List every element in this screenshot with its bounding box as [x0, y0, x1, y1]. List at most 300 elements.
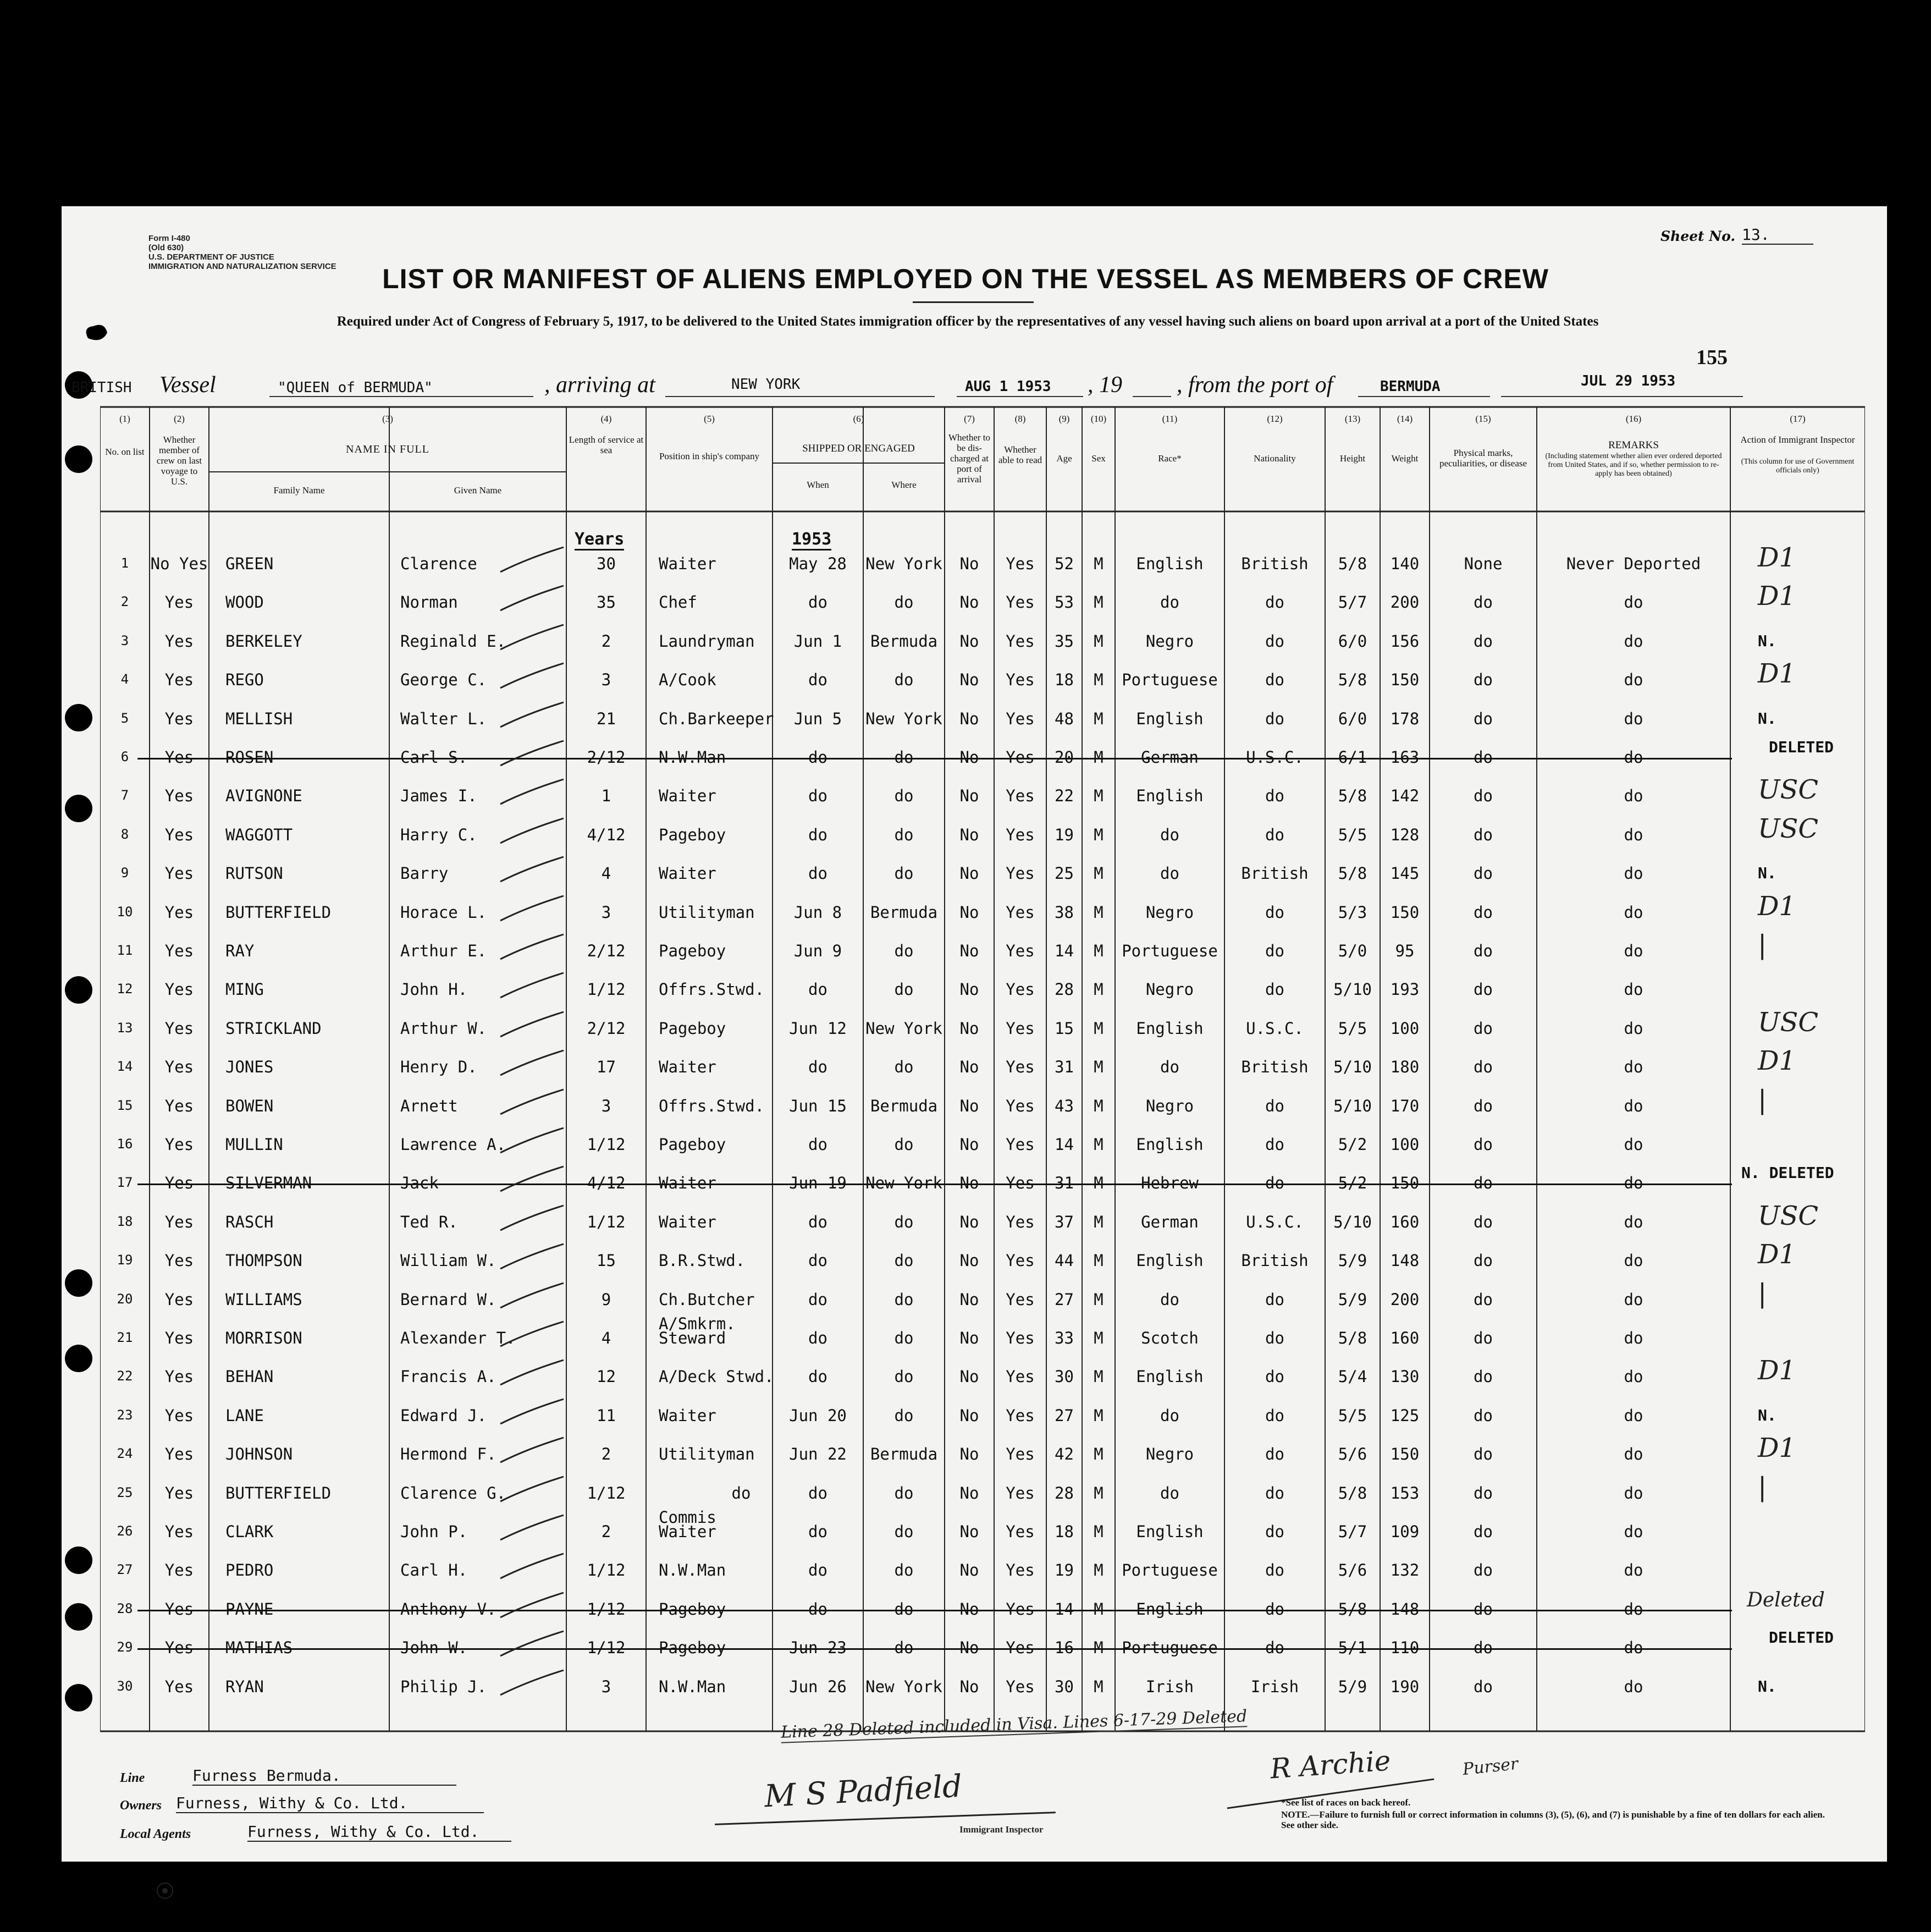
age: 14: [1055, 942, 1074, 960]
able-to-read: Yes: [1006, 1019, 1035, 1038]
local-agents-label: Local Agents: [120, 1827, 191, 1841]
able-to-read: Yes: [1006, 942, 1035, 960]
given-name: Edward J.: [400, 1406, 487, 1425]
race: English: [1136, 1135, 1204, 1154]
age: 18: [1055, 1522, 1074, 1541]
discharged-at-port: No: [959, 1135, 979, 1154]
height: 5/6: [1338, 1561, 1367, 1580]
row-number: 15: [117, 1097, 133, 1113]
sex: M: [1094, 1599, 1104, 1619]
row-number: 30: [117, 1678, 133, 1694]
check-mark-icon: [495, 777, 572, 810]
length-of-service: 4/12: [587, 1174, 626, 1193]
physical-marks: do: [1474, 748, 1493, 767]
shipped-where: do: [894, 1251, 914, 1270]
discharged-at-port: No: [959, 1522, 979, 1541]
shipped-where: Bermuda: [870, 1096, 938, 1115]
race: Portuguese: [1122, 670, 1218, 690]
weight: 125: [1390, 1406, 1420, 1425]
shipped-where: do: [894, 786, 914, 806]
length-of-service: 2/12: [587, 1019, 626, 1038]
remarks: do: [1624, 864, 1643, 883]
height: 6/0: [1338, 709, 1367, 728]
able-to-read: Yes: [1006, 1483, 1035, 1502]
nationality: do: [1265, 1174, 1284, 1193]
shipped-when: do: [808, 825, 827, 844]
weight: 190: [1390, 1677, 1420, 1696]
check-mark-icon: [495, 1551, 572, 1584]
shipped-when: do: [808, 1329, 827, 1347]
check-mark-icon: [495, 1628, 572, 1661]
given-name: Carl S.: [400, 748, 468, 767]
crew-last-voyage: Yes: [164, 1483, 194, 1502]
weight: 109: [1390, 1522, 1420, 1541]
shipped-when: do: [808, 1483, 827, 1502]
age: 28: [1055, 1483, 1074, 1502]
height: 5/10: [1333, 980, 1372, 999]
ship-position: Ch.Butcher: [659, 1290, 755, 1309]
height: 5/5: [1338, 1406, 1367, 1425]
row-number: 24: [117, 1446, 133, 1462]
weight: 132: [1390, 1561, 1420, 1580]
row-number: 1: [120, 555, 129, 571]
check-mark-icon: [495, 1590, 572, 1623]
sex: M: [1094, 980, 1104, 999]
inspector-action: USC: [1758, 813, 1819, 844]
discharged-at-port: No: [959, 709, 979, 728]
strike-through-line: [137, 1648, 1732, 1650]
shipped-when: do: [808, 1561, 827, 1580]
check-mark-icon: [495, 738, 572, 771]
length-of-service: 1/12: [587, 1135, 626, 1154]
physical-marks: do: [1474, 1058, 1493, 1077]
check-mark-icon: [495, 622, 572, 655]
shipped-when: Jun 1: [793, 631, 842, 651]
shipped-where: Bermuda: [870, 1445, 938, 1464]
departure-date-stamp: JUL 29 1953: [1581, 373, 1676, 389]
sex: M: [1094, 825, 1104, 844]
length-of-service: 1/12: [587, 1599, 626, 1619]
check-mark-icon: [495, 660, 572, 693]
header-c16b: (Including statement whether alien ever ordered deported from United States, and if so, whether permission to re-apply has been obtained): [1545, 452, 1722, 478]
punch-hole: [65, 1546, 92, 1574]
owners-label: Owners: [120, 1798, 162, 1813]
age: 37: [1055, 1212, 1074, 1231]
race: English: [1136, 1367, 1204, 1386]
crew-last-voyage: Yes: [164, 1019, 194, 1038]
given-name: Norman: [400, 593, 458, 612]
ship-position: Waiter: [659, 1174, 716, 1193]
weight: 145: [1390, 864, 1420, 883]
header-c16-num: (16): [1625, 414, 1642, 424]
crew-last-voyage: Yes: [164, 1174, 194, 1193]
shipped-when: do: [808, 1212, 827, 1231]
sex: M: [1094, 942, 1104, 960]
discharged-at-port: No: [959, 980, 979, 999]
length-of-service: 2: [601, 1522, 611, 1541]
header-c8-num: (8): [1014, 414, 1026, 424]
sex: M: [1094, 1638, 1104, 1658]
shipped-where: New York: [865, 1019, 942, 1038]
able-to-read: Yes: [1006, 1677, 1035, 1696]
age: 30: [1055, 1677, 1074, 1696]
height: 6/1: [1338, 748, 1367, 767]
header-c12-num: (12): [1267, 414, 1283, 424]
department-name: U.S. DEPARTMENT OF JUSTICE: [148, 252, 274, 262]
physical-marks: do: [1474, 902, 1493, 922]
given-name: Jack: [400, 1174, 439, 1193]
inspector-action: D1: [1758, 1045, 1796, 1077]
ship-position: Pageboy: [659, 1638, 726, 1658]
given-name: Barry: [400, 864, 449, 883]
race: Irish: [1145, 1677, 1194, 1696]
crew-last-voyage: Yes: [164, 709, 194, 728]
shipped-when: do: [808, 593, 827, 612]
crew-last-voyage: Yes: [164, 748, 194, 767]
length-of-service: 1/12: [587, 1561, 626, 1580]
inspector-action: Deleted: [1747, 1588, 1825, 1611]
sex: M: [1094, 864, 1104, 883]
row-number: 21: [117, 1330, 133, 1345]
inspector-action: DELETED: [1769, 1628, 1834, 1647]
length-of-service: 21: [597, 709, 616, 728]
check-mark-icon: [495, 1435, 572, 1468]
shipped-when: Jun 9: [793, 942, 842, 960]
inspector-action: DELETED: [1769, 738, 1834, 756]
shipped-where: do: [894, 1599, 914, 1619]
shipped-where: do: [894, 1522, 914, 1541]
from-port-label: , from the port of: [1177, 372, 1333, 398]
length-of-service: 2: [601, 631, 611, 651]
sex: M: [1094, 1406, 1104, 1425]
family-name: MULLIN: [225, 1135, 283, 1154]
able-to-read: Yes: [1006, 593, 1035, 612]
age: 20: [1055, 748, 1074, 767]
nationality: do: [1265, 1329, 1284, 1347]
shipped-where: do: [894, 1058, 914, 1077]
header-c2: Whether member of crew on last voyage to U.S.: [156, 434, 202, 487]
header-c13-num: (13): [1344, 414, 1361, 424]
row-number: 8: [120, 826, 129, 842]
physical-marks: do: [1474, 1445, 1493, 1464]
given-name: Lawrence A.: [400, 1135, 506, 1154]
height: 5/9: [1338, 1290, 1367, 1309]
crew-last-voyage: Yes: [164, 980, 194, 999]
height: 5/2: [1338, 1174, 1367, 1193]
given-name: Clarence G.: [400, 1483, 506, 1502]
weight: 100: [1390, 1019, 1420, 1038]
nationality: do: [1265, 631, 1284, 651]
physical-marks: do: [1474, 1483, 1493, 1502]
discharged-at-port: No: [959, 1483, 979, 1502]
discharged-at-port: No: [959, 748, 979, 767]
height: 5/10: [1333, 1212, 1372, 1231]
remarks: do: [1624, 1445, 1643, 1464]
ship-position: Waiter: [659, 554, 716, 573]
inspector-action: D1: [1758, 542, 1796, 573]
age: 30: [1055, 1367, 1074, 1386]
crew-last-voyage: Yes: [164, 1251, 194, 1270]
age: 48: [1055, 709, 1074, 728]
discharged-at-port: No: [959, 1406, 979, 1425]
shipped-where: do: [894, 593, 914, 612]
age: 44: [1055, 1251, 1074, 1270]
punch-hole: [65, 1684, 92, 1711]
sex: M: [1094, 1135, 1104, 1154]
weight: 200: [1390, 593, 1420, 612]
discharged-at-port: No: [959, 1367, 979, 1386]
given-name: Clarence: [400, 554, 477, 573]
sex: M: [1094, 748, 1104, 767]
shipped-when: do: [808, 1599, 827, 1619]
row-number: 22: [117, 1368, 133, 1384]
crew-last-voyage: Yes: [164, 1096, 194, 1115]
sex: M: [1094, 786, 1104, 806]
shipped-where: do: [894, 748, 914, 767]
nationality: do: [1265, 709, 1284, 728]
service-name: IMMIGRATION AND NATURALIZATION SERVICE: [148, 262, 336, 271]
able-to-read: Yes: [1006, 1058, 1035, 1077]
age: 43: [1055, 1096, 1074, 1115]
discharged-at-port: No: [959, 1638, 979, 1658]
shipped-when: Jun 8: [793, 902, 842, 922]
shipped-where: do: [894, 1135, 914, 1154]
sex: M: [1094, 1367, 1104, 1386]
length-of-service: 1/12: [587, 1483, 626, 1502]
race: Scotch: [1141, 1329, 1199, 1347]
ship-position: Ch.Barkeeper: [659, 709, 774, 728]
length-of-service: 2/12: [587, 942, 626, 960]
nationality: British: [1241, 554, 1309, 573]
weight: 95: [1395, 942, 1415, 960]
remarks: do: [1624, 1329, 1643, 1347]
family-name: BUTTERFIELD: [225, 902, 332, 922]
weight: 153: [1390, 1483, 1420, 1502]
sex: M: [1094, 1329, 1104, 1347]
able-to-read: Yes: [1006, 709, 1035, 728]
shipped-where: do: [894, 1638, 914, 1658]
given-name: Arnett: [400, 1096, 458, 1115]
form-old-number: (Old 630): [148, 243, 184, 252]
given-name: Ted R.: [400, 1212, 458, 1231]
remarks: do: [1624, 1522, 1643, 1541]
weight: 148: [1390, 1251, 1420, 1270]
physical-marks: do: [1474, 1290, 1493, 1309]
shipped-when: Jun 26: [789, 1677, 847, 1696]
able-to-read: Yes: [1006, 1561, 1035, 1580]
handwritten-deletion-note: Line 28 Deleted included in Visa. Lines 6-17-29 Deleted: [780, 1707, 1248, 1742]
height: 5/5: [1338, 1019, 1367, 1038]
shipped-when: do: [808, 786, 827, 806]
ship-position: Offrs.Stwd.: [659, 1096, 765, 1115]
family-name: REGO: [225, 670, 264, 690]
check-mark-icon: [495, 700, 572, 733]
punch-hole: [65, 704, 92, 731]
physical-marks: do: [1474, 825, 1493, 844]
able-to-read: Yes: [1006, 748, 1035, 767]
height: 5/8: [1338, 786, 1367, 806]
able-to-read: Yes: [1006, 786, 1035, 806]
shipped-where: New York: [865, 709, 942, 728]
check-mark-icon: [495, 1667, 572, 1700]
ship-position: Waiter: [659, 1406, 716, 1425]
crew-last-voyage: Yes: [164, 1135, 194, 1154]
family-name: BOWEN: [225, 1096, 274, 1115]
discharged-at-port: No: [959, 1019, 979, 1038]
shipped-where: do: [894, 1406, 914, 1425]
ship-position: Pageboy: [659, 825, 726, 844]
nationality: do: [1265, 593, 1284, 612]
given-name: Reginald E.: [400, 631, 506, 651]
age: 38: [1055, 902, 1074, 922]
ink-blot-icon: [77, 316, 126, 349]
discharged-at-port: No: [959, 825, 979, 844]
remarks: do: [1624, 980, 1643, 999]
discharged-at-port: No: [959, 1561, 979, 1580]
race: Negro: [1145, 1096, 1194, 1115]
header-c13: Height: [1339, 453, 1366, 464]
discharged-at-port: No: [959, 554, 979, 573]
nationality: do: [1265, 1599, 1284, 1619]
form-number: Form I-480: [148, 234, 190, 243]
length-of-service: 4/12: [587, 825, 626, 844]
family-name: BERKELEY: [225, 631, 302, 651]
sex: M: [1094, 1677, 1104, 1696]
weight: 140: [1390, 554, 1420, 573]
able-to-read: Yes: [1006, 1251, 1035, 1270]
sex: M: [1094, 1290, 1104, 1309]
remarks: do: [1624, 1251, 1643, 1270]
page-title: LIST OR MANIFEST OF ALIENS EMPLOYED ON THE VESSEL AS MEMBERS OF CREW: [382, 263, 1549, 294]
crew-last-voyage: Yes: [164, 1058, 194, 1077]
check-mark-icon: [495, 1203, 572, 1236]
ship-position: A/Cook: [659, 670, 716, 690]
crew-last-voyage: Yes: [164, 1290, 194, 1309]
shipped-where: do: [894, 1290, 914, 1309]
header-c14: Weight: [1391, 453, 1419, 464]
row-number: 3: [120, 632, 129, 648]
row-number: 13: [117, 1020, 133, 1036]
shipped-where: New York: [865, 1677, 942, 1696]
shipped-when: Jun 5: [793, 709, 842, 728]
given-name: Anthony V.: [400, 1599, 496, 1619]
remarks: do: [1624, 593, 1643, 612]
given-name: Arthur W.: [400, 1019, 487, 1038]
nationality: do: [1265, 1522, 1284, 1541]
sex: M: [1094, 1251, 1104, 1270]
nationality: do: [1265, 1367, 1284, 1386]
check-mark-icon: [495, 583, 572, 616]
nationality: do: [1265, 942, 1284, 960]
race: German: [1141, 1212, 1199, 1231]
weight: 160: [1390, 1329, 1420, 1347]
inspector-action: USC: [1758, 1006, 1819, 1038]
length-of-service: 4: [601, 864, 611, 883]
height: 5/4: [1338, 1367, 1367, 1386]
family-name: WOOD: [225, 593, 264, 612]
check-mark-icon: [495, 1357, 572, 1390]
physical-marks: do: [1474, 1522, 1493, 1541]
age: 35: [1055, 631, 1074, 651]
punch-hole: [65, 1269, 92, 1297]
weight: 160: [1390, 1212, 1420, 1231]
nationality: do: [1265, 1290, 1284, 1309]
page-subtitle: Required under Act of Congress of February 5, 1917, to be delivered to the United States immigration officer by the representatives of any vessel having such aliens on board upon arrival at a port of the United States: [336, 314, 1599, 329]
ship-position: Pageboy: [659, 1019, 726, 1038]
discharged-at-port: No: [959, 1096, 979, 1115]
family-name: CLARK: [225, 1522, 274, 1541]
given-name: Harry C.: [400, 825, 477, 844]
remarks: do: [1624, 1561, 1643, 1580]
nationality: do: [1265, 1406, 1284, 1425]
age: 14: [1055, 1599, 1074, 1619]
crew-last-voyage: Yes: [164, 1212, 194, 1231]
shipped-where: do: [894, 1329, 914, 1347]
age: 52: [1055, 554, 1074, 573]
height: 5/3: [1338, 902, 1367, 922]
header-c3: NAME IN FULL: [346, 443, 429, 455]
sex: M: [1094, 902, 1104, 922]
ship-position: N.W.Man: [659, 748, 726, 767]
able-to-read: Yes: [1006, 1212, 1035, 1231]
race: do: [1160, 825, 1179, 844]
header-c5: Position in ship's company: [659, 451, 760, 461]
remarks: Never Deported: [1566, 554, 1701, 573]
family-name: BUTTERFIELD: [225, 1483, 332, 1502]
shipped-where: do: [894, 1212, 914, 1231]
header-c3-num: (3): [382, 414, 393, 424]
race: English: [1136, 1019, 1204, 1038]
physical-marks: do: [1474, 709, 1493, 728]
row-number: 5: [120, 710, 129, 726]
age: 16: [1055, 1638, 1074, 1658]
remarks: do: [1624, 1019, 1643, 1038]
penalty-note: NOTE.—Failure to furnish full or correct information in columns (3), (5), (6), and (7) is punishable by a fine of ten dollars for each alien. See other side.: [1281, 1809, 1825, 1830]
crew-last-voyage: No Yes: [150, 554, 208, 573]
shipped-where: do: [894, 864, 914, 883]
sex: M: [1094, 709, 1104, 728]
crew-last-voyage: Yes: [164, 1367, 194, 1386]
row-number: 18: [117, 1213, 133, 1229]
able-to-read: Yes: [1006, 1522, 1035, 1541]
from-port: BERMUDA: [1380, 378, 1441, 395]
manifest-table-grid: [100, 406, 1865, 1733]
punch-hole: [65, 976, 92, 1004]
inspector-action: |: [1758, 1084, 1767, 1115]
race: do: [1160, 1483, 1179, 1502]
row-number: 4: [120, 671, 129, 687]
crew-last-voyage: Yes: [164, 902, 194, 922]
remarks: do: [1624, 902, 1643, 922]
able-to-read: Yes: [1006, 1096, 1035, 1115]
check-mark-icon: [495, 1319, 572, 1352]
remarks: do: [1624, 786, 1643, 806]
shipped-where: do: [894, 942, 914, 960]
header-c9: Age: [1056, 453, 1072, 464]
punch-hole: [65, 1345, 92, 1372]
remarks: do: [1624, 670, 1643, 690]
nationality: do: [1265, 670, 1284, 690]
height: 5/6: [1338, 1445, 1367, 1464]
weight: 170: [1390, 1096, 1420, 1115]
remarks: do: [1624, 1212, 1643, 1231]
shipped-when: do: [808, 1251, 827, 1270]
ship-position: Pageboy: [659, 1135, 726, 1154]
strike-through-line: [137, 1610, 1732, 1611]
height: 5/8: [1338, 670, 1367, 690]
family-name: JOHNSON: [225, 1445, 293, 1464]
weight: 150: [1390, 1445, 1420, 1464]
